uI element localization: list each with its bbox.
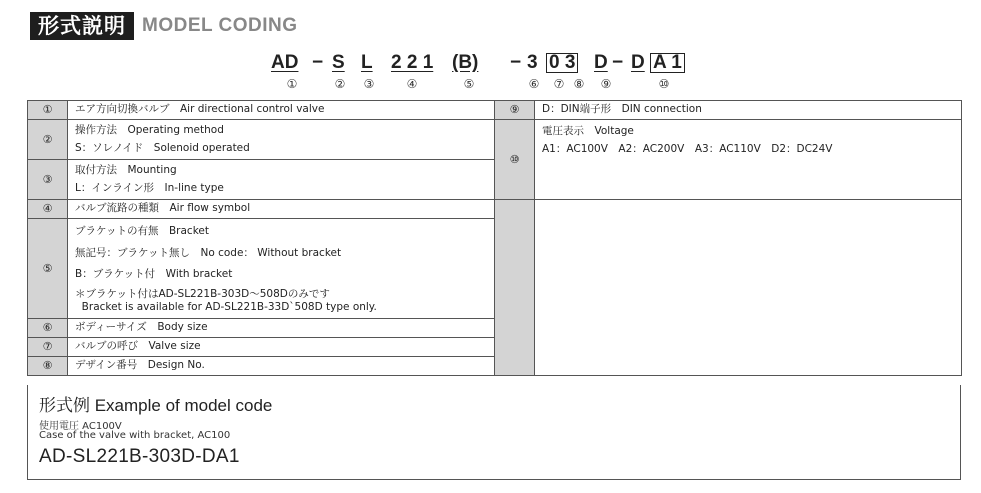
row-line: A1：AC100V A2：AC200V A3：AC110V D2：DC24V [542, 142, 833, 155]
row-desc: ボディーサイズ Body size [68, 319, 495, 338]
code-seg-221: 2 2 1 [391, 52, 434, 73]
row-number: ⑧ [28, 357, 68, 376]
table-row [28, 200, 962, 219]
row-number: ① [28, 101, 68, 120]
row-number: ③ [28, 160, 68, 200]
example-description: Case of the valve with bracket, AC100 [39, 430, 231, 441]
row-note: ＊ブラケット付はAD-SL221B-303D～508Dのみです [75, 287, 330, 300]
code-seg-3: 3 [527, 52, 538, 73]
blank-desc-cell [535, 200, 962, 376]
code-seg-b: (B) [452, 52, 479, 73]
blank-number-cell [495, 200, 535, 376]
row-number: ④ [28, 200, 68, 219]
example-box [27, 385, 961, 480]
code-num-4: ④ [406, 77, 418, 91]
code-num-3: ③ [363, 77, 375, 91]
row-desc: バルブの呼び Valve size [68, 338, 495, 357]
code-seg-a1: A 1 [650, 53, 685, 73]
code-seg-l: L [361, 52, 373, 73]
code-num-2: ② [334, 77, 346, 91]
row-line: 取付方法 Mounting [75, 163, 177, 176]
row-desc: D：DIN端子形 DIN connection [535, 101, 962, 120]
row-number: ⑨ [495, 101, 535, 120]
row-line: L：インライン形 In-line type [75, 181, 224, 194]
code-num-1: ① [286, 77, 298, 91]
row-desc [68, 219, 495, 319]
code-seg-ad: AD [271, 52, 299, 73]
table-row [28, 120, 962, 160]
code-seg-dash: − [612, 52, 624, 73]
row-note: Bracket is available for AD-SL221B-33D`508D type only. [75, 300, 377, 313]
table-row [28, 101, 962, 120]
row-desc [535, 120, 962, 200]
row-line: 操作方法 Operating method [75, 123, 224, 136]
spec-table [27, 100, 962, 376]
row-desc: バルブ流路の種類 Air flow symbol [68, 200, 495, 219]
code-num-10: ⑩ [658, 77, 670, 91]
code-seg-dash: − [312, 52, 324, 73]
row-number: ⑥ [28, 319, 68, 338]
code-num-7: ⑦ [553, 77, 565, 91]
row-line: 無記号：ブラケット無し No code： Without bracket [75, 246, 342, 259]
row-number: ⑤ [28, 219, 68, 319]
code-num-6: ⑥ [528, 77, 540, 91]
code-num-5: ⑤ [463, 77, 475, 91]
example-voltage: 使用電圧 AC100V [39, 421, 122, 432]
row-desc [68, 160, 495, 200]
row-desc [68, 120, 495, 160]
row-number: ⑦ [28, 338, 68, 357]
page-header [30, 12, 298, 40]
code-seg-03: 0 3 [546, 53, 578, 73]
code-num-9: ⑨ [600, 77, 612, 91]
example-code: AD-SL221B-303D-DA1 [39, 446, 240, 467]
code-seg-s: S [332, 52, 345, 73]
example-title: 形式例 Example of model code [39, 396, 273, 415]
code-seg-dash: − [510, 52, 522, 73]
row-line: S：ソレノイド Solenoid operated [75, 141, 250, 154]
row-desc: デザイン番号 Design No. [68, 357, 495, 376]
row-number: ② [28, 120, 68, 160]
code-num-8: ⑧ [573, 77, 585, 91]
row-line: 電圧表示 Voltage [542, 125, 634, 137]
model-code-diagram [268, 52, 718, 98]
row-desc: エア方向切換バルブ Air directional control valve [68, 101, 495, 120]
header-title-en: MODEL CODING [142, 15, 298, 36]
row-number: ⑩ [495, 120, 535, 200]
code-seg-d2: D [631, 52, 645, 73]
code-seg-d: D [594, 52, 608, 73]
header-title-jp: 形式説明 [30, 12, 134, 40]
row-line: ブラケットの有無 Bracket [75, 225, 209, 238]
row-line: B：ブラケット付 With bracket [75, 268, 233, 281]
